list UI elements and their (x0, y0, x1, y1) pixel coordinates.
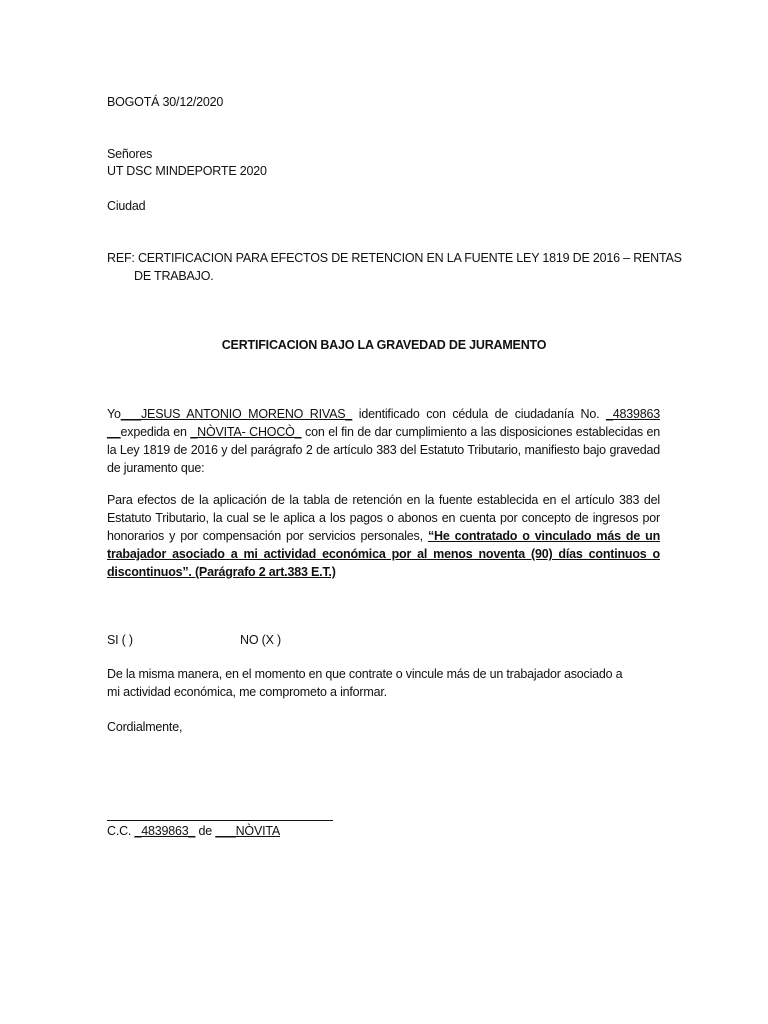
de-word: de (198, 824, 213, 838)
commitment-line-1: De la misma manera, en el momento en que contrate o vincule más de un trabajador asociado a (107, 667, 623, 681)
city: Ciudad (107, 199, 146, 213)
retention-text: Para efectos de la aplicación de la tabla de retención en la fuente establecida en el artículo 383 del Estatuto Tributario, la cual se le aplica a los pagos o abonos en cuenta por concepto de ingresos por honorarios y por compensación por servicios personales, (107, 493, 660, 543)
document-title: CERTIFICACION BAJO LA GRAVEDAD DE JURAMENTO (221, 338, 547, 352)
declaration-paragraph (107, 405, 660, 477)
option-no: NO (X ) (240, 633, 281, 647)
cc-label: C.C. (107, 824, 132, 838)
place-date: BOGOTÁ 30/12/2020 (107, 95, 224, 109)
retention-paragraph (107, 491, 660, 581)
commitment-line-2: mi actividad económica, me comprometo a informar. (107, 685, 387, 699)
option-si: SI ( ) (107, 633, 133, 647)
id-number-field: _4839863 (605, 407, 660, 421)
sworn-statement: “He contratado o vinculado más de un trabajador asociado a mi actividad económica por al menos noventa (90) días continuos o discontinuos”. (Parágrafo 2 art.383 E.T.) (107, 529, 661, 579)
cc-place: ___NÒVITA (215, 824, 281, 838)
recipient: UT DSC MINDEPORTE 2020 (107, 164, 267, 178)
salutation: Señores (107, 147, 153, 161)
name-field: ___JESUS ANTONIO MORENO RIVAS_ (120, 407, 353, 421)
expedida-text: expedida en (120, 425, 187, 439)
issue-place-field: _NÒVITA- CHOCÒ_ (190, 425, 302, 439)
reference-line: REF: CERTIFICACION PARA EFECTOS DE RETENCION EN LA FUENTE LEY 1819 DE 2016 – RENTAS DE TRABAJO. (107, 251, 682, 283)
yo-word: Yo (107, 407, 121, 421)
declaration-rest: con el fin de dar cumplimiento a las disposiciones establecidas en la Ley 1819 de 2016 y del parágrafo 2 de artículo 383 del Estatuto Tributario, manifiesto bajo gravedad de juramento que: (107, 425, 661, 475)
signature-id-line (107, 822, 280, 840)
closing: Cordialmente, (107, 720, 183, 734)
cc-number: _4839863_ (134, 824, 196, 838)
signature-line (107, 820, 333, 821)
id-text: identificado con cédula de ciudadanía No. (358, 407, 600, 421)
blank-field: __ (107, 425, 121, 439)
